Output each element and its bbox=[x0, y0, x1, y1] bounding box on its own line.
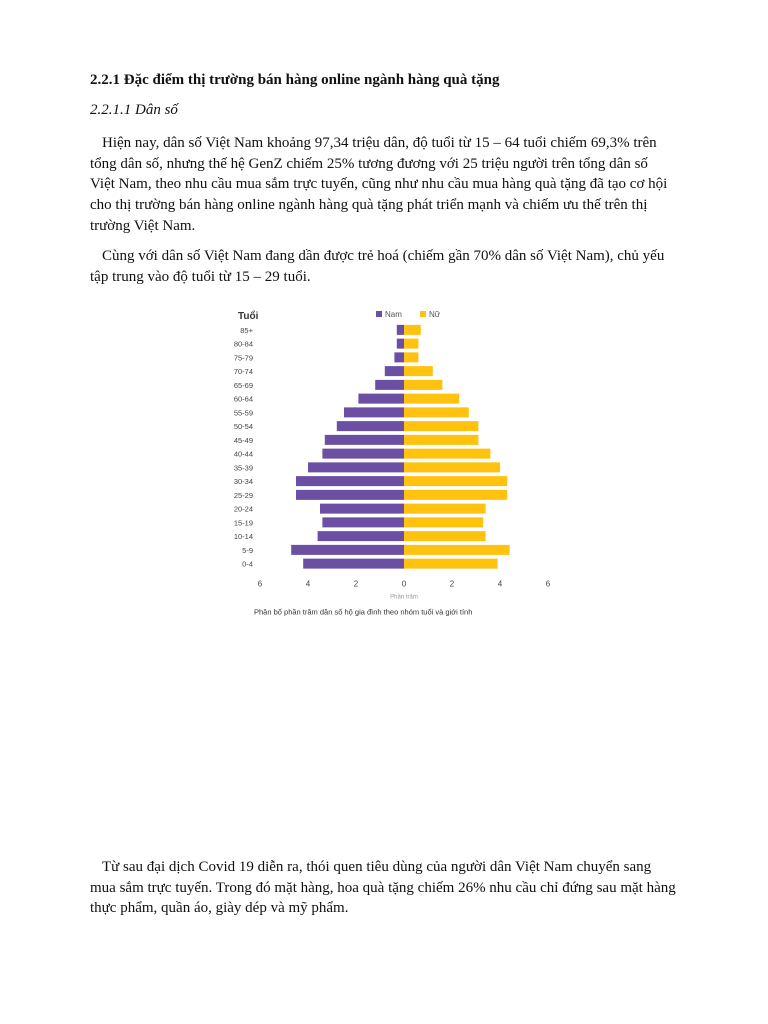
bar-female-70-74 bbox=[404, 366, 433, 376]
y-axis-title: Tuổi bbox=[238, 311, 259, 322]
bar-male-45-49 bbox=[325, 435, 404, 445]
bar-male-50-54 bbox=[337, 421, 404, 431]
bar-female-40-44 bbox=[404, 449, 490, 459]
age-tick-label: 20-24 bbox=[233, 504, 253, 514]
bar-female-50-54 bbox=[404, 421, 478, 431]
legend-swatch-male bbox=[376, 311, 382, 317]
paragraph-covid-shopping: Từ sau đại dịch Covid 19 diễn ra, thói quen tiêu dùng của người dân Việt Nam chuyển sang mua sắm trực tuyến. Trong đó mặt hàng, hoa quà tặng chiếm 26% nhu cầu chỉ đứng sau mặt hàng thực phẩm, quần áo, giày dép và mỹ phẩm. bbox=[90, 859, 676, 917]
age-tick-label: 45-49 bbox=[233, 435, 253, 445]
age-tick-label: 25-29 bbox=[233, 490, 253, 500]
bar-male-40-44 bbox=[322, 449, 404, 459]
bar-male-35-39 bbox=[308, 462, 404, 472]
x-axis-title: Phần trăm bbox=[390, 594, 418, 601]
bar-male-70-74 bbox=[385, 366, 404, 376]
age-tick-label: 50-54 bbox=[233, 422, 253, 432]
age-tick-label: 40-44 bbox=[233, 449, 253, 459]
bar-male-75-79 bbox=[394, 352, 404, 362]
x-tick-label: 4 bbox=[305, 579, 311, 589]
x-tick-label: 6 bbox=[545, 579, 551, 589]
bar-female-80-84 bbox=[404, 339, 418, 349]
bar-female-35-39 bbox=[404, 462, 500, 472]
bar-female-0-4 bbox=[404, 559, 498, 569]
bar-male-80-84 bbox=[397, 339, 404, 349]
age-tick-label: 35-39 bbox=[233, 463, 253, 473]
bar-male-65-69 bbox=[375, 380, 404, 390]
bar-female-5-9 bbox=[404, 545, 510, 555]
age-tick-label: 30-34 bbox=[233, 477, 253, 487]
paragraph-young-population: Cùng với dân số Việt Nam đang dần được trẻ hoá (chiếm gần 70% dân số Việt Nam), chủ yếu tập trung vào độ tuổi từ 15 – 29 tuổi. bbox=[90, 248, 665, 285]
bar-female-60-64 bbox=[404, 394, 459, 404]
bar-male-0-4 bbox=[303, 559, 404, 569]
age-tick-label: 70-74 bbox=[233, 367, 253, 377]
bar-male-30-34 bbox=[296, 476, 404, 486]
bar-male-20-24 bbox=[320, 504, 404, 514]
bar-male-10-14 bbox=[318, 531, 404, 541]
bar-male-60-64 bbox=[358, 394, 404, 404]
age-tick-label: 65-69 bbox=[233, 380, 253, 390]
bar-female-30-34 bbox=[404, 476, 507, 486]
x-tick-label: 0 bbox=[401, 579, 407, 589]
age-tick-label: 0-4 bbox=[242, 559, 253, 569]
x-tick-label: 2 bbox=[353, 579, 359, 589]
subsection-heading: 2.2.1.1 Dân số bbox=[90, 102, 178, 118]
population-pyramid-svg bbox=[220, 305, 560, 635]
age-tick-label: 80-84 bbox=[233, 339, 253, 349]
age-tick-label: 15-19 bbox=[233, 518, 253, 528]
bar-female-25-29 bbox=[404, 490, 507, 500]
age-tick-label: 55-59 bbox=[233, 408, 253, 418]
population-pyramid-chart bbox=[220, 305, 560, 635]
bar-female-20-24 bbox=[404, 504, 486, 514]
bar-female-15-19 bbox=[404, 517, 483, 527]
age-tick-label: 85+ bbox=[240, 325, 253, 335]
paragraph-population: Hiện nay, dân số Việt Nam khoảng 97,34 triệu dân, độ tuổi từ 15 – 64 tuổi chiếm 69,3% trên tổng dân số, nhưng thế hệ GenZ chiếm 25% tương đương với 25 triệu người trên tổng dân số Việt Nam, theo nhu cầu mua sắm trực tuyến, cũng như nhu cầu mua hàng quà tặng đã tạo cơ hội cho thị trường bán hàng online ngành hàng quà tặng phát triển mạnh và chiếm ưu thế trên thị trường Việt Nam. bbox=[90, 135, 668, 234]
bar-female-65-69 bbox=[404, 380, 442, 390]
bar-male-25-29 bbox=[296, 490, 404, 500]
chart-caption: Phân bố phần trăm dân số hộ gia đình theo nhóm tuổi và giới tính bbox=[254, 607, 473, 617]
bar-female-75-79 bbox=[404, 352, 418, 362]
x-tick-label: 2 bbox=[449, 579, 455, 589]
age-tick-label: 60-64 bbox=[233, 394, 253, 404]
bar-male-55-59 bbox=[344, 407, 404, 417]
bar-female-55-59 bbox=[404, 407, 469, 417]
age-tick-label: 10-14 bbox=[233, 532, 253, 542]
section-heading: 2.2.1 Đặc điểm thị trường bán hàng online ngành hàng quà tặng bbox=[90, 72, 500, 88]
bar-female-45-49 bbox=[404, 435, 478, 445]
x-tick-label: 4 bbox=[497, 579, 503, 589]
age-tick-label: 75-79 bbox=[233, 353, 253, 363]
x-tick-label: 6 bbox=[257, 579, 263, 589]
legend-swatch-female bbox=[420, 311, 426, 317]
bar-female-85+ bbox=[404, 325, 421, 335]
legend-label-male: Nam bbox=[385, 310, 402, 319]
bar-male-15-19 bbox=[322, 517, 404, 527]
bar-female-10-14 bbox=[404, 531, 486, 541]
bar-male-85+ bbox=[397, 325, 404, 335]
legend-label-female: Nữ bbox=[429, 310, 441, 319]
bar-male-5-9 bbox=[291, 545, 404, 555]
age-tick-label: 5-9 bbox=[242, 545, 253, 555]
